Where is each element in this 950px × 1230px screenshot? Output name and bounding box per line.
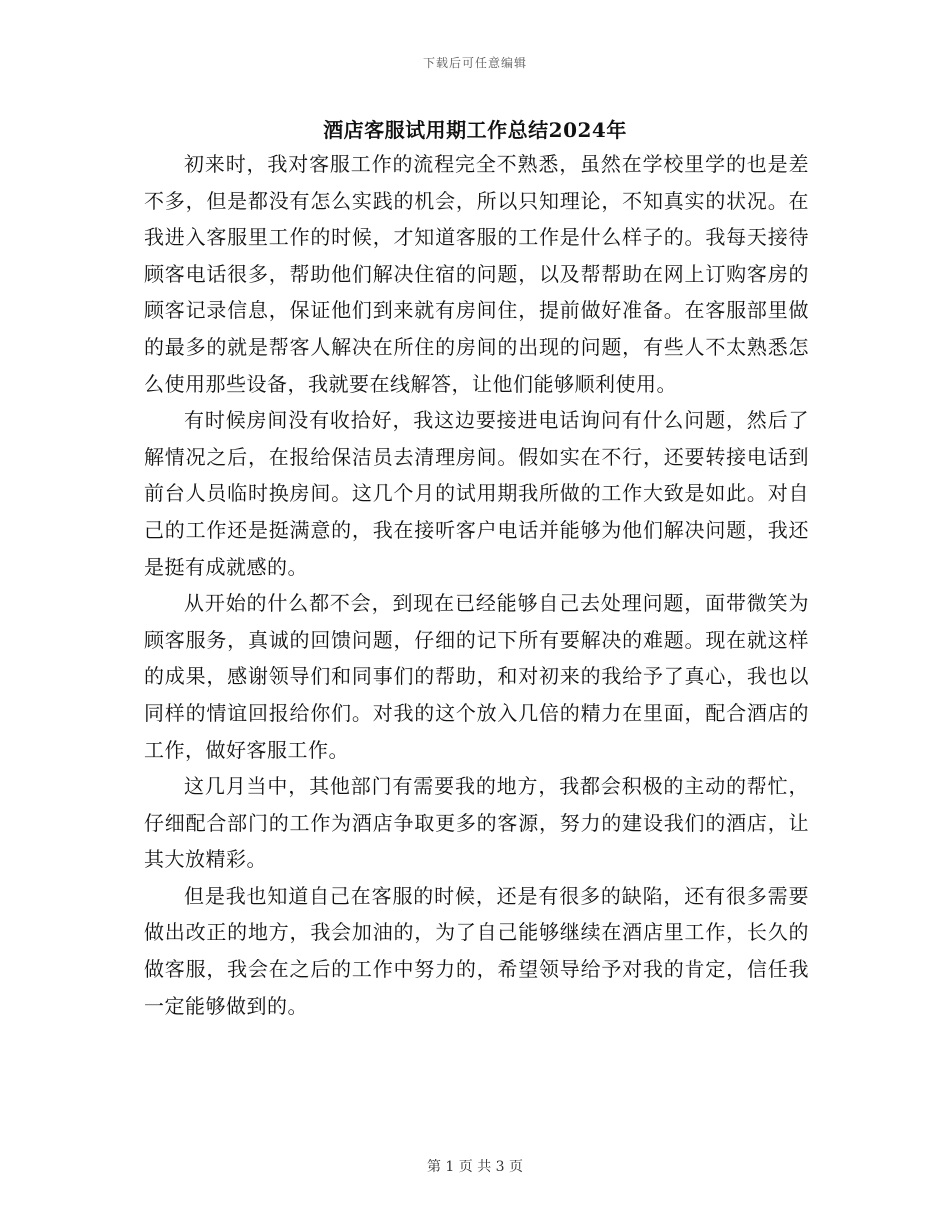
document-title: 酒店客服试用期工作总结2024年 xyxy=(323,118,627,142)
page-number: 第 1 页 共 3 页 xyxy=(426,1159,524,1175)
header-note: 下载后可任意编辑 xyxy=(422,56,527,70)
document-body xyxy=(144,146,809,1024)
paragraph-1: 初来时，我对客服工作的流程完全不熟悉，虽然在学校里学的也是差不多，但是都没有怎么实践的机会，所以只知理论，不知真实的状况。在我进入客服里工作的时候，才知道客服的工作是什么样子的。我每天接待顾客电话很多，帮助他们解决住宿的问题，以及帮帮助在网上订购客房的顾客记录信息，保证他们到来就有房间住，提前做好准备。在客服部里做的最多的就是帮客人解决在所住的房间的出现的问题，有些人不太熟悉怎么使用那些设备，我就要在线解答，让他们能够顺利使用。 xyxy=(144,152,809,396)
paragraph-3: 从开始的什么都不会，到现在已经能够自己去处理问题，面带微笑为顾客服务，真诚的回馈问题，仔细的记下所有要解决的难题。现在就这样的成果，感谢领导们和同事们的帮助，和对初来的我给予了真心，我也以同样的情谊回报给你们。对我的这个放入几倍的精力在里面，配合酒店的工作，做好客服工作。 xyxy=(144,591,809,762)
paragraph-4: 这几月当中，其他部门有需要我的地方，我都会积极的主动的帮忙，仔细配合部门的工作为酒店争取更多的客源，努力的建设我们的酒店，让其大放精彩。 xyxy=(144,774,809,872)
paragraph-2: 有时候房间没有收拾好，我这边要接进电话询问有什么问题，然后了解情况之后，在报给保洁员去清理房间。假如实在不行，还要转接电话到前台人员临时换房间。这几个月的试用期我所做的工作大致是如此。对自己的工作还是挺满意的，我在接听客户电话并能够为他们解决问题，我还是挺有成就感的。 xyxy=(144,408,809,579)
paragraph-5: 但是我也知道自己在客服的时候，还是有很多的缺陷，还有很多需要做出改正的地方，我会加油的，为了自己能够继续在酒店里工作，长久的做客服，我会在之后的工作中努力的，希望领导给予对我的肯定，信任我一定能够做到的。 xyxy=(144,883,809,1018)
